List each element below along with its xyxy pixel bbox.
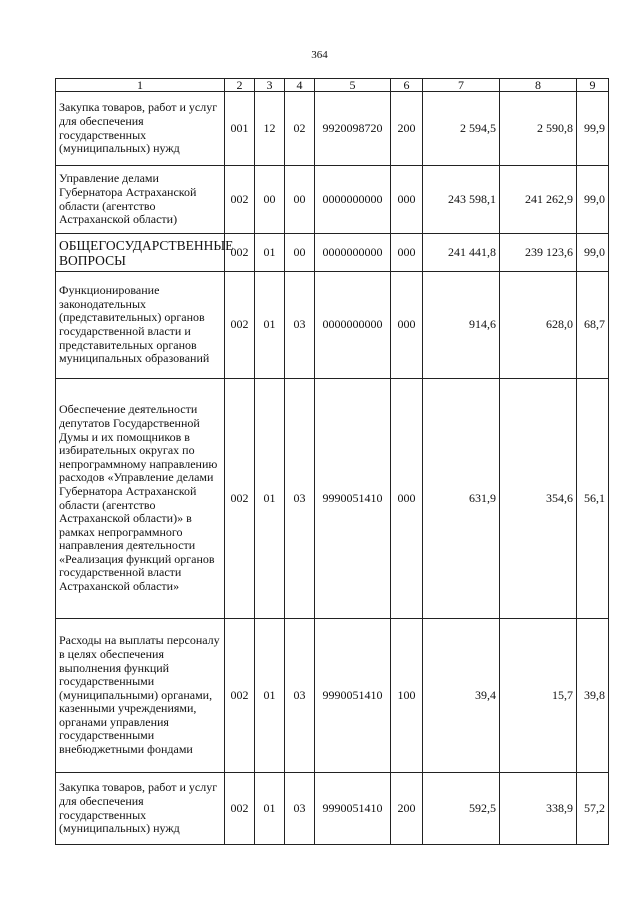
cell-type: 000 [391,166,423,234]
cell-section: 01 [255,234,285,272]
cell-subsection: 03 [285,773,315,845]
cell-subsection: 03 [285,619,315,773]
row-name: Расходы на выплаты персоналу в целях обеспечения выполнения функций государственными (муниципальными) органами, казенными учреждениями, органами управления государственными внебюджетными фондами [56,619,225,773]
cell-target: 9990051410 [315,773,391,845]
cell-admin: 002 [225,272,255,379]
cell-percent: 56,1 [577,379,609,619]
cell-subsection: 03 [285,379,315,619]
cell-admin: 002 [225,166,255,234]
cell-target: 9990051410 [315,619,391,773]
row-name: Закупка товаров, работ и услуг для обеспечения государственных (муниципальных) нужд [56,773,225,845]
cell-percent: 39,8 [577,619,609,773]
cell-section: 12 [255,92,285,166]
cell-target: 0000000000 [315,272,391,379]
cell-type: 200 [391,773,423,845]
budget-table [55,78,609,845]
col-header: 7 [423,79,500,92]
cell-target: 9920098720 [315,92,391,166]
cell-admin: 002 [225,234,255,272]
cell-section: 01 [255,272,285,379]
cell-admin: 001 [225,92,255,166]
table-row [56,773,609,845]
cell-percent: 57,2 [577,773,609,845]
cell-target: 0000000000 [315,234,391,272]
cell-percent: 99,0 [577,234,609,272]
cell-actual: 354,6 [500,379,577,619]
cell-subsection: 00 [285,234,315,272]
cell-type: 200 [391,92,423,166]
col-header: 8 [500,79,577,92]
cell-subsection: 03 [285,272,315,379]
cell-admin: 002 [225,379,255,619]
row-name: Обеспечение деятельности депутатов Государственной Думы и их помощников в избирательных округах по непрограммному направлению расходов «Управление делами Губернатора Астраханской области (агентство Астраханской области)» в рамках непрограммного направления деятельности «Реализация функций органов государственной власти Астраханской области» [56,379,225,619]
cell-type: 000 [391,272,423,379]
cell-percent: 68,7 [577,272,609,379]
cell-target: 0000000000 [315,166,391,234]
table-row [56,234,609,272]
cell-admin: 002 [225,619,255,773]
col-header: 1 [56,79,225,92]
cell-subsection: 00 [285,166,315,234]
cell-plan: 241 441,8 [423,234,500,272]
cell-plan: 243 598,1 [423,166,500,234]
row-name: ОБЩЕГОСУДАРСТВЕННЫЕ ВОПРОСЫ [56,234,225,272]
table-row [56,379,609,619]
table-row [56,92,609,166]
table-row [56,619,609,773]
cell-plan: 592,5 [423,773,500,845]
table-row [56,166,609,234]
cell-actual: 241 262,9 [500,166,577,234]
cell-type: 100 [391,619,423,773]
header-row [56,79,609,92]
cell-actual: 338,9 [500,773,577,845]
cell-type: 000 [391,379,423,619]
cell-plan: 2 594,5 [423,92,500,166]
row-name: Закупка товаров, работ и услуг для обеспечения государственных (муниципальных) нужд [56,92,225,166]
cell-percent: 99,9 [577,92,609,166]
col-header: 2 [225,79,255,92]
cell-actual: 2 590,8 [500,92,577,166]
col-header: 5 [315,79,391,92]
cell-plan: 914,6 [423,272,500,379]
cell-section: 01 [255,773,285,845]
cell-percent: 99,0 [577,166,609,234]
cell-section: 01 [255,379,285,619]
col-header: 6 [391,79,423,92]
cell-section: 01 [255,619,285,773]
col-header: 3 [255,79,285,92]
cell-plan: 39,4 [423,619,500,773]
cell-plan: 631,9 [423,379,500,619]
cell-admin: 002 [225,773,255,845]
row-name: Функционирование законодательных (представительных) органов государственной власти и представительных органов муниципальных образований [56,272,225,379]
cell-section: 00 [255,166,285,234]
col-header: 4 [285,79,315,92]
col-header: 9 [577,79,609,92]
cell-type: 000 [391,234,423,272]
cell-actual: 239 123,6 [500,234,577,272]
page-number: 364 [311,49,328,61]
cell-actual: 628,0 [500,272,577,379]
cell-target: 9990051410 [315,379,391,619]
table-row [56,272,609,379]
row-name: Управление делами Губернатора Астраханской области (агентство Астраханской области) [56,166,225,234]
cell-actual: 15,7 [500,619,577,773]
cell-subsection: 02 [285,92,315,166]
